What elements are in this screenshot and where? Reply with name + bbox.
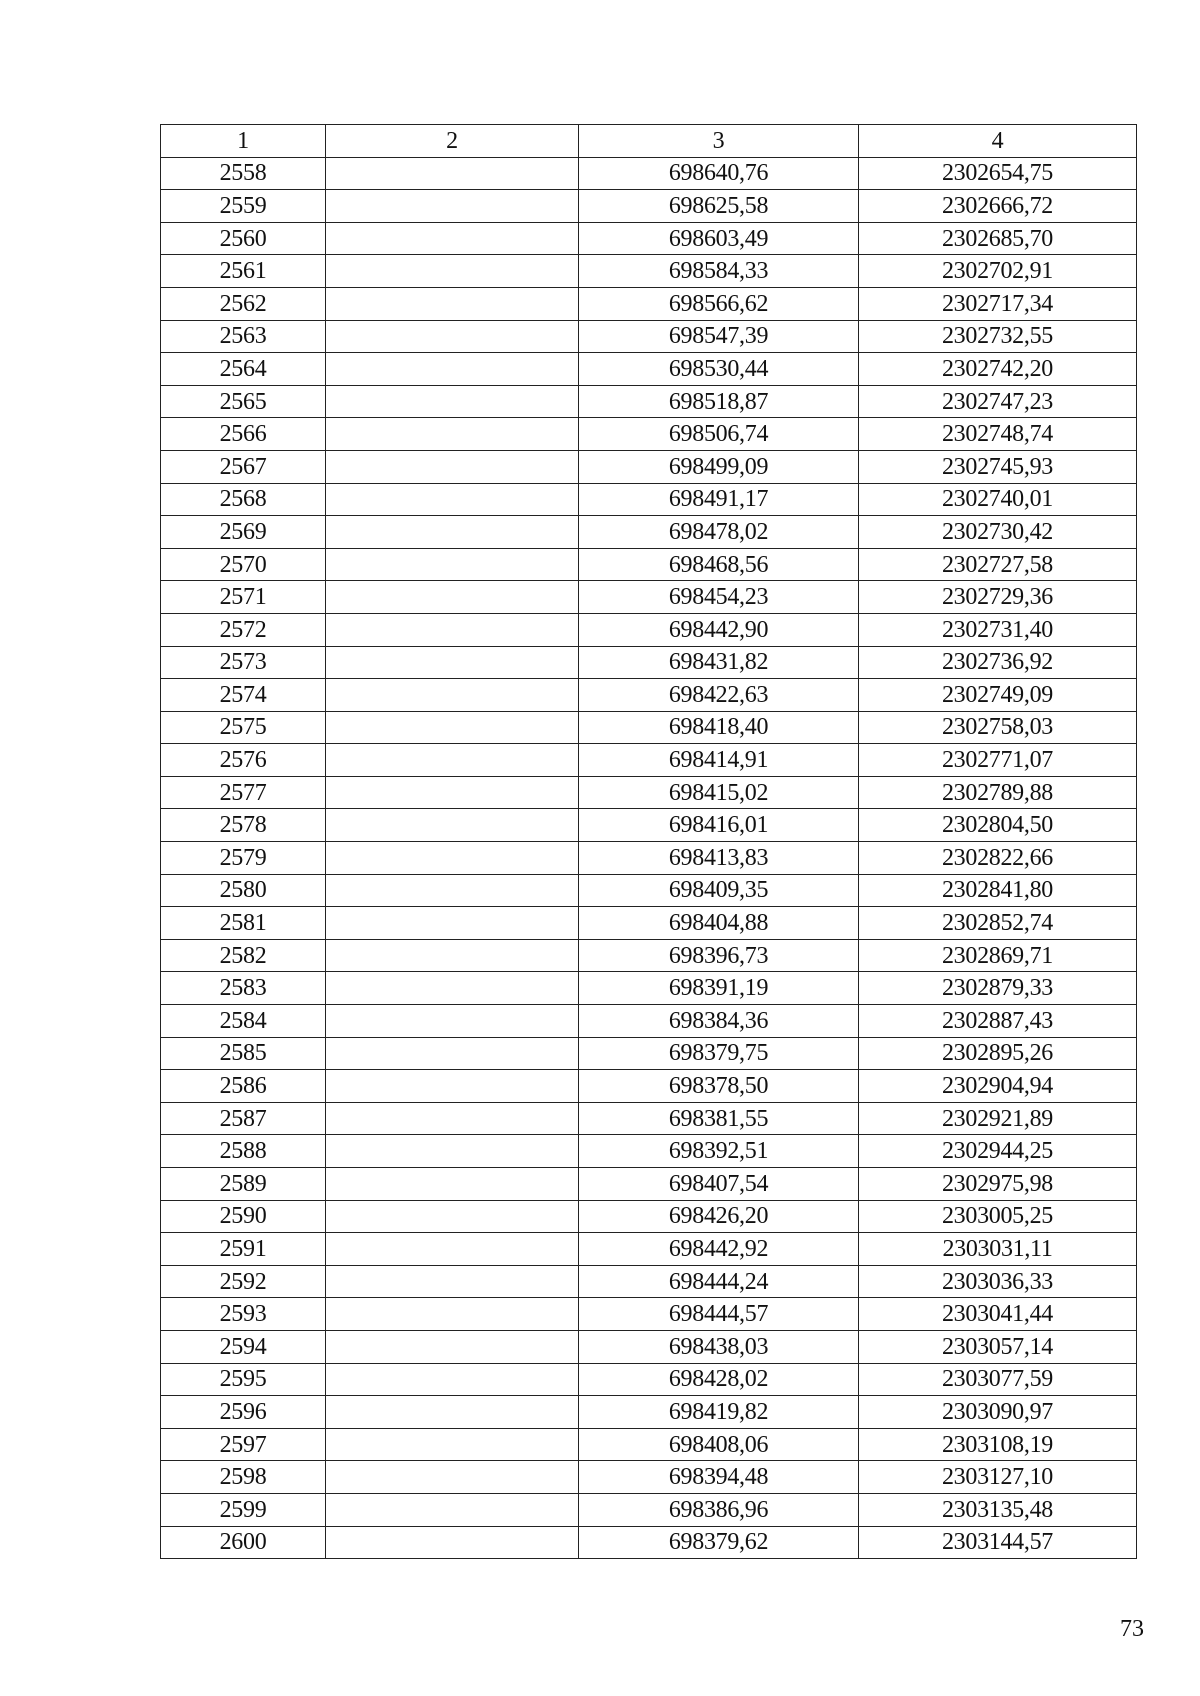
coordinate-x-cell: 698378,50: [579, 1070, 859, 1103]
coordinate-x-cell: 698413,83: [579, 842, 859, 875]
table-row: [161, 744, 1137, 777]
point-number-cell: 2599: [161, 1493, 326, 1526]
table-row: [161, 1037, 1137, 1070]
point-number-cell: 2571: [161, 581, 326, 614]
coordinate-x-cell: 698478,02: [579, 516, 859, 549]
coordinate-y-cell: 2302654,75: [859, 157, 1137, 190]
table-row: [161, 222, 1137, 255]
column-2-cell: [326, 646, 579, 679]
coordinate-x-cell: 698518,87: [579, 385, 859, 418]
coordinate-x-cell: 698438,03: [579, 1330, 859, 1363]
column-2-cell: [326, 287, 579, 320]
coordinate-y-cell: 2302921,89: [859, 1102, 1137, 1135]
coordinate-x-cell: 698404,88: [579, 907, 859, 940]
column-2-cell: [326, 1037, 579, 1070]
coordinate-y-cell: 2302747,23: [859, 385, 1137, 418]
point-number-cell: 2591: [161, 1233, 326, 1266]
column-2-cell: [326, 907, 579, 940]
coordinate-y-cell: 2303057,14: [859, 1330, 1137, 1363]
coordinate-y-cell: 2302730,42: [859, 516, 1137, 549]
point-number-cell: 2565: [161, 385, 326, 418]
coordinate-x-cell: 698566,62: [579, 287, 859, 320]
column-2-cell: [326, 353, 579, 386]
table-row: [161, 1461, 1137, 1494]
table-row: [161, 809, 1137, 842]
coordinate-y-cell: 2303108,19: [859, 1428, 1137, 1461]
coordinate-y-cell: 2302729,36: [859, 581, 1137, 614]
point-number-cell: 2569: [161, 516, 326, 549]
table-row: [161, 450, 1137, 483]
coordinate-y-cell: 2303031,11: [859, 1233, 1137, 1266]
column-2-cell: [326, 711, 579, 744]
column-2-cell: [326, 1298, 579, 1331]
point-number-cell: 2585: [161, 1037, 326, 1070]
column-2-cell: [326, 1265, 579, 1298]
column-2-cell: [326, 516, 579, 549]
table-row: [161, 1396, 1137, 1429]
column-2-cell: [326, 385, 579, 418]
point-number-cell: 2575: [161, 711, 326, 744]
coordinate-y-cell: 2303005,25: [859, 1200, 1137, 1233]
column-2-cell: [326, 809, 579, 842]
column-header-1: 1: [161, 125, 326, 158]
column-2-cell: [326, 1363, 579, 1396]
table-row: [161, 1135, 1137, 1168]
coordinate-y-cell: 2302822,66: [859, 842, 1137, 875]
coordinate-y-cell: 2302742,20: [859, 353, 1137, 386]
point-number-cell: 2566: [161, 418, 326, 451]
table-row: [161, 287, 1137, 320]
column-2-cell: [326, 1233, 579, 1266]
coordinate-x-cell: 698584,33: [579, 255, 859, 288]
coordinate-y-cell: 2303090,97: [859, 1396, 1137, 1429]
coordinate-x-cell: 698422,63: [579, 679, 859, 712]
column-2-cell: [326, 939, 579, 972]
column-2-cell: [326, 450, 579, 483]
coordinate-y-cell: 2302717,34: [859, 287, 1137, 320]
header-row: [161, 125, 1137, 158]
point-number-cell: 2597: [161, 1428, 326, 1461]
coordinate-y-cell: 2302841,80: [859, 874, 1137, 907]
coordinate-y-cell: 2302852,74: [859, 907, 1137, 940]
coordinates-table: [160, 124, 1137, 1559]
column-2-cell: [326, 1200, 579, 1233]
table-row: [161, 1102, 1137, 1135]
table-row: [161, 483, 1137, 516]
table-row: [161, 776, 1137, 809]
coordinate-y-cell: 2302732,55: [859, 320, 1137, 353]
point-number-cell: 2594: [161, 1330, 326, 1363]
table-row: [161, 1493, 1137, 1526]
table-row: [161, 1428, 1137, 1461]
coordinate-y-cell: 2302887,43: [859, 1005, 1137, 1038]
coordinate-x-cell: 698530,44: [579, 353, 859, 386]
coordinate-x-cell: 698381,55: [579, 1102, 859, 1135]
column-2-cell: [326, 613, 579, 646]
coordinate-y-cell: 2302727,58: [859, 548, 1137, 581]
point-number-cell: 2573: [161, 646, 326, 679]
column-2-cell: [326, 1493, 579, 1526]
column-2-cell: [326, 1526, 579, 1559]
coordinate-x-cell: 698409,35: [579, 874, 859, 907]
table-row: [161, 157, 1137, 190]
table-row: [161, 581, 1137, 614]
coordinate-y-cell: 2303127,10: [859, 1461, 1137, 1494]
column-header-2: 2: [326, 125, 579, 158]
point-number-cell: 2592: [161, 1265, 326, 1298]
table-row: [161, 711, 1137, 744]
column-2-cell: [326, 483, 579, 516]
column-2-cell: [326, 1005, 579, 1038]
coordinate-y-cell: 2302736,92: [859, 646, 1137, 679]
coordinate-y-cell: 2302895,26: [859, 1037, 1137, 1070]
table-row: [161, 1070, 1137, 1103]
coordinate-y-cell: 2302758,03: [859, 711, 1137, 744]
coordinate-x-cell: 698384,36: [579, 1005, 859, 1038]
coordinate-x-cell: 698547,39: [579, 320, 859, 353]
coordinate-y-cell: 2302975,98: [859, 1168, 1137, 1201]
coordinate-x-cell: 698379,62: [579, 1526, 859, 1559]
table-row: [161, 842, 1137, 875]
coordinate-x-cell: 698442,90: [579, 613, 859, 646]
coordinate-x-cell: 698491,17: [579, 483, 859, 516]
table-row: [161, 907, 1137, 940]
coordinate-x-cell: 698408,06: [579, 1428, 859, 1461]
column-2-cell: [326, 320, 579, 353]
coordinate-x-cell: 698379,75: [579, 1037, 859, 1070]
table-body: [161, 157, 1137, 1559]
coordinate-y-cell: 2303135,48: [859, 1493, 1137, 1526]
coordinate-x-cell: 698415,02: [579, 776, 859, 809]
point-number-cell: 2562: [161, 287, 326, 320]
column-2-cell: [326, 222, 579, 255]
table-row: [161, 1168, 1137, 1201]
point-number-cell: 2583: [161, 972, 326, 1005]
point-number-cell: 2578: [161, 809, 326, 842]
column-2-cell: [326, 157, 579, 190]
coordinate-x-cell: 698396,73: [579, 939, 859, 972]
table-row: [161, 320, 1137, 353]
point-number-cell: 2567: [161, 450, 326, 483]
point-number-cell: 2577: [161, 776, 326, 809]
table-header: [161, 125, 1137, 158]
coordinate-x-cell: 698444,24: [579, 1265, 859, 1298]
table-row: [161, 353, 1137, 386]
coordinate-x-cell: 698391,19: [579, 972, 859, 1005]
table-row: [161, 1233, 1137, 1266]
point-number-cell: 2587: [161, 1102, 326, 1135]
column-2-cell: [326, 744, 579, 777]
table-row: [161, 1200, 1137, 1233]
column-2-cell: [326, 1168, 579, 1201]
coordinate-x-cell: 698442,92: [579, 1233, 859, 1266]
column-2-cell: [326, 548, 579, 581]
column-2-cell: [326, 972, 579, 1005]
table-row: [161, 190, 1137, 223]
coordinate-y-cell: 2302804,50: [859, 809, 1137, 842]
coordinate-x-cell: 698418,40: [579, 711, 859, 744]
column-2-cell: [326, 1135, 579, 1168]
coordinate-x-cell: 698603,49: [579, 222, 859, 255]
coordinate-y-cell: 2302685,70: [859, 222, 1137, 255]
coordinate-x-cell: 698454,23: [579, 581, 859, 614]
table-row: [161, 255, 1137, 288]
coordinate-x-cell: 698407,54: [579, 1168, 859, 1201]
point-number-cell: 2559: [161, 190, 326, 223]
table-row: [161, 1005, 1137, 1038]
point-number-cell: 2572: [161, 613, 326, 646]
table-row: [161, 613, 1137, 646]
column-2-cell: [326, 1461, 579, 1494]
coordinate-y-cell: 2303041,44: [859, 1298, 1137, 1331]
point-number-cell: 2574: [161, 679, 326, 712]
coordinate-y-cell: 2303077,59: [859, 1363, 1137, 1396]
coordinate-y-cell: 2302740,01: [859, 483, 1137, 516]
column-2-cell: [326, 1396, 579, 1429]
table-row: [161, 874, 1137, 907]
coordinate-x-cell: 698416,01: [579, 809, 859, 842]
coordinate-y-cell: 2302731,40: [859, 613, 1137, 646]
point-number-cell: 2586: [161, 1070, 326, 1103]
coordinate-y-cell: 2303036,33: [859, 1265, 1137, 1298]
table-row: [161, 646, 1137, 679]
table-row: [161, 1265, 1137, 1298]
table-row: [161, 418, 1137, 451]
column-2-cell: [326, 1102, 579, 1135]
point-number-cell: 2580: [161, 874, 326, 907]
point-number-cell: 2568: [161, 483, 326, 516]
coordinate-x-cell: 698499,09: [579, 450, 859, 483]
point-number-cell: 2595: [161, 1363, 326, 1396]
point-number-cell: 2561: [161, 255, 326, 288]
table-row: [161, 1298, 1137, 1331]
point-number-cell: 2582: [161, 939, 326, 972]
page-number: 73: [1120, 1616, 1144, 1642]
coordinate-x-cell: 698468,56: [579, 548, 859, 581]
column-header-3: 3: [579, 125, 859, 158]
table-row: [161, 516, 1137, 549]
table-row: [161, 679, 1137, 712]
point-number-cell: 2576: [161, 744, 326, 777]
column-2-cell: [326, 1428, 579, 1461]
coordinate-y-cell: 2302944,25: [859, 1135, 1137, 1168]
coordinate-y-cell: 2302702,91: [859, 255, 1137, 288]
coordinate-x-cell: 698640,76: [579, 157, 859, 190]
point-number-cell: 2588: [161, 1135, 326, 1168]
coordinate-y-cell: 2302789,88: [859, 776, 1137, 809]
column-2-cell: [326, 190, 579, 223]
coordinate-x-cell: 698431,82: [579, 646, 859, 679]
column-2-cell: [326, 679, 579, 712]
table-row: [161, 939, 1137, 972]
column-2-cell: [326, 255, 579, 288]
point-number-cell: 2596: [161, 1396, 326, 1429]
point-number-cell: 2563: [161, 320, 326, 353]
table-row: [161, 1526, 1137, 1559]
coordinate-y-cell: 2302749,09: [859, 679, 1137, 712]
column-2-cell: [326, 1070, 579, 1103]
column-2-cell: [326, 418, 579, 451]
coordinate-y-cell: 2302748,74: [859, 418, 1137, 451]
point-number-cell: 2593: [161, 1298, 326, 1331]
point-number-cell: 2560: [161, 222, 326, 255]
coordinate-y-cell: 2302904,94: [859, 1070, 1137, 1103]
point-number-cell: 2589: [161, 1168, 326, 1201]
point-number-cell: 2598: [161, 1461, 326, 1494]
coordinate-x-cell: 698419,82: [579, 1396, 859, 1429]
point-number-cell: 2579: [161, 842, 326, 875]
point-number-cell: 2590: [161, 1200, 326, 1233]
column-header-4: 4: [859, 125, 1137, 158]
coordinate-y-cell: 2303144,57: [859, 1526, 1137, 1559]
table-row: [161, 1363, 1137, 1396]
column-2-cell: [326, 842, 579, 875]
coordinate-y-cell: 2302745,93: [859, 450, 1137, 483]
coordinate-y-cell: 2302666,72: [859, 190, 1137, 223]
column-2-cell: [326, 874, 579, 907]
column-2-cell: [326, 776, 579, 809]
point-number-cell: 2558: [161, 157, 326, 190]
column-2-cell: [326, 581, 579, 614]
coordinate-x-cell: 698625,58: [579, 190, 859, 223]
point-number-cell: 2581: [161, 907, 326, 940]
point-number-cell: 2564: [161, 353, 326, 386]
point-number-cell: 2600: [161, 1526, 326, 1559]
coordinate-y-cell: 2302771,07: [859, 744, 1137, 777]
table-row: [161, 972, 1137, 1005]
table-row: [161, 1330, 1137, 1363]
coordinate-x-cell: 698386,96: [579, 1493, 859, 1526]
point-number-cell: 2584: [161, 1005, 326, 1038]
table-row: [161, 548, 1137, 581]
coordinate-x-cell: 698444,57: [579, 1298, 859, 1331]
table-row: [161, 385, 1137, 418]
coordinate-y-cell: 2302869,71: [859, 939, 1137, 972]
point-number-cell: 2570: [161, 548, 326, 581]
coordinate-x-cell: 698392,51: [579, 1135, 859, 1168]
coordinate-x-cell: 698428,02: [579, 1363, 859, 1396]
column-2-cell: [326, 1330, 579, 1363]
coordinate-x-cell: 698506,74: [579, 418, 859, 451]
coordinate-x-cell: 698414,91: [579, 744, 859, 777]
coordinate-x-cell: 698394,48: [579, 1461, 859, 1494]
coordinate-x-cell: 698426,20: [579, 1200, 859, 1233]
coordinate-y-cell: 2302879,33: [859, 972, 1137, 1005]
